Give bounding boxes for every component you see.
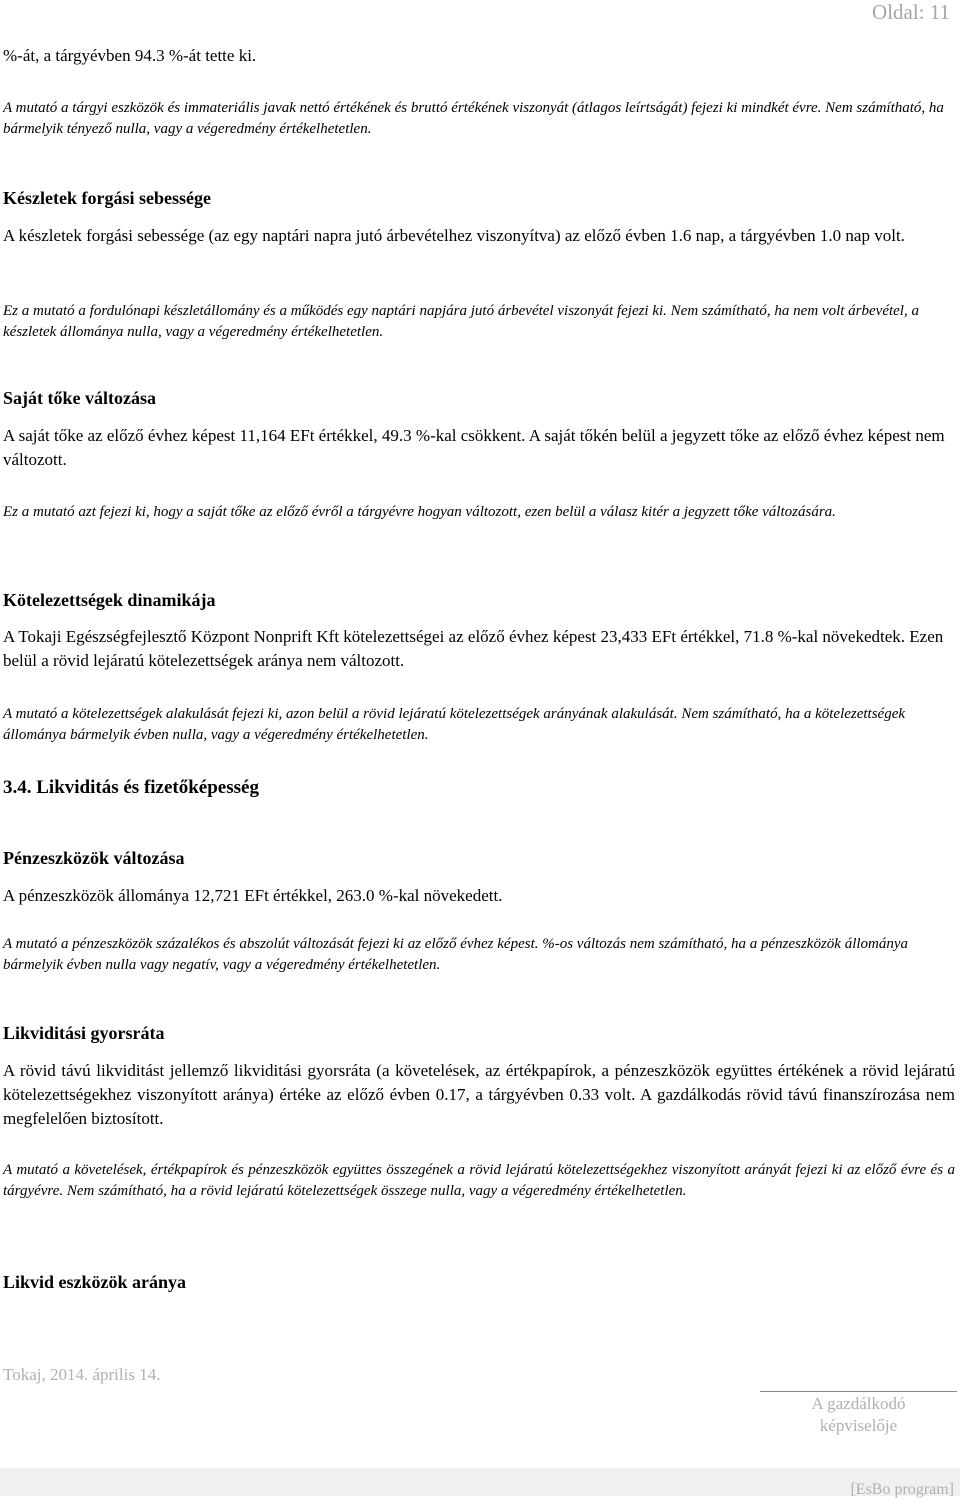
program-label: [EsBo program] bbox=[850, 1481, 954, 1498]
section-body-penzeszkozok: A pénzeszközök állománya 12,721 EFt értékkel, 263.0 %-kal növekedett. bbox=[3, 886, 503, 905]
section-title-gyorsrata: Likviditási gyorsráta bbox=[3, 1023, 165, 1043]
signature-label-line2: képviselője bbox=[819, 1416, 898, 1435]
signature-label-line1: A gazdálkodó bbox=[811, 1394, 906, 1413]
section-title-keszletek: Készletek forgási sebessége bbox=[3, 188, 211, 208]
section-title-likvid-eszkozok: Likvid eszközök aránya bbox=[3, 1272, 187, 1292]
chapter-heading-likviditas: 3.4. Likviditás és fizetőképesség bbox=[3, 777, 259, 798]
signature-label bbox=[760, 1393, 957, 1437]
section-note-kotelezettsegek: A mutató a kötelezettségek alakulását fejezi ki, azon belül a rövid lejáratú kötelezettségek arányának alakulását. Nem számítható, ha a kötelezettségek állománya bármelyik évben nulla, vagy a végeredmény értékelhetetlen. bbox=[3, 706, 906, 743]
intro-note: A mutató a tárgyi eszközök és immateriális javak nettó értékének és bruttó értékének viszonyát (átlagos leírtságát) fejezi ki mindkét évre. Nem számítható, ha bármelyik tényező nulla, vagy a végeredmény értékelhetetlen. bbox=[3, 100, 944, 137]
section-title-sajat-toke: Saját tőke változása bbox=[3, 388, 156, 408]
signature-line bbox=[760, 1391, 957, 1392]
section-body-gyorsrata: A rövid távú likviditást jellemző likviditási gyorsráta (a követelések, az értékpapírok, a pénzeszközök együttes értékének a rövid lejáratú kötelezettségekhez viszonyított aránya) értéke az előző évben 0.17, a tárgyévben 0.33 volt. A gazdálkodás rövid távú finanszírozása nem megfelelően biztosított. bbox=[3, 1061, 955, 1128]
section-title-penzeszkozok: Pénzeszközök változása bbox=[3, 848, 185, 868]
section-body-sajat-toke: A saját tőke az előző évhez képest 11,164 EFt értékkel, 49.3 %-kal csökkent. A saját tőkén belül a jegyzett tőke az előző évhez képest nem változott. bbox=[3, 426, 945, 469]
section-note-penzeszkozok: A mutató a pénzeszközök százalékos és abszolút változását fejezi ki az előző évhez képest. %-os változás nem számítható, ha a pénzeszközök állománya bármelyik évben nulla vagy negatív, vagy a végeredmény értékelhetetlen. bbox=[3, 936, 909, 973]
section-body-keszletek: A készletek forgási sebessége (az egy naptári napra jutó árbevételhez viszonyítva) az előző évben 1.6 nap, a tárgyévben 1.0 nap volt. bbox=[3, 226, 905, 245]
section-note-gyorsrata: A mutató a követelések, értékpapírok és pénzeszközök együttes összegének a rövid lejáratú kötelezettségekhez viszonyított arányát fejezi ki az előző évre és a tárgyévre. Nem számítható, ha a rövid lejáratú kötelezettségek összege nulla, vagy a végeredmény értékelhetetlen. bbox=[3, 1162, 955, 1199]
place-date: Tokaj, 2014. április 14. bbox=[3, 1365, 161, 1384]
footer-band bbox=[0, 1468, 960, 1496]
section-note-sajat-toke: Ez a mutató azt fejezi ki, hogy a saját tőke az előző évről a tárgyévre hogyan változott, ezen belül a válasz kitér a jegyzett tőke változására. bbox=[3, 504, 836, 520]
page-number: Oldal: 11 bbox=[872, 0, 950, 24]
section-title-kotelezettsegek: Kötelezettségek dinamikája bbox=[3, 590, 216, 610]
intro-line: %-át, a tárgyévben 94.3 %-át tette ki. bbox=[3, 46, 257, 65]
section-body-kotelezettsegek: A Tokaji Egészségfejlesztő Központ Nonprift Kft kötelezettségei az előző évhez képest 23,433 EFt értékkel, 71.8 %-kal növekedtek. Ezen belül a rövid lejáratú kötelezettségek aránya nem változott. bbox=[3, 627, 944, 670]
section-note-keszletek: Ez a mutató a fordulónapi készletállomány és a működés egy naptári napjára jutó árbevétel viszonyát fejezi ki. Nem számítható, ha nem volt árbevétel, a készletek állománya nulla, vagy a végeredmény értékelhetetlen. bbox=[3, 303, 919, 340]
